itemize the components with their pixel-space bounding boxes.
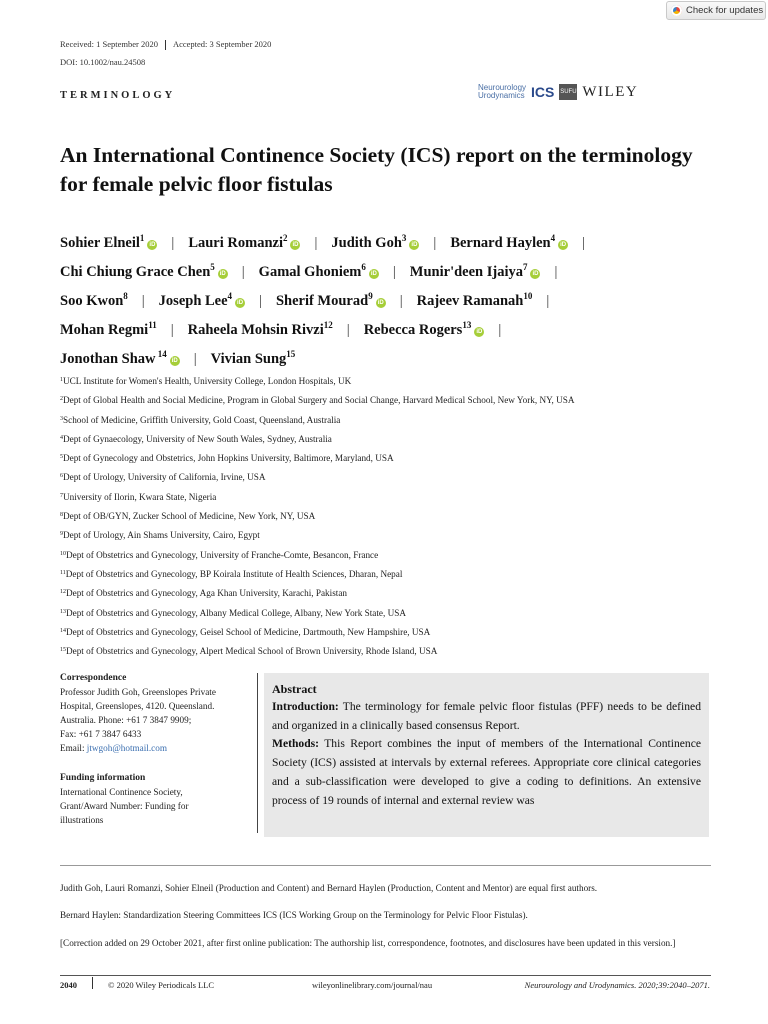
author-name: Jonothan Shaw — [60, 351, 156, 367]
affiliation: $^{15}$Dept of Obstetrics and Gynecology, Alpert Medical School of Brown University, Rhode Island, USA — [60, 646, 438, 657]
author-separator: | — [171, 235, 175, 251]
funding-line: illustrations — [60, 815, 104, 825]
orcid-icon[interactable]: iD — [219, 271, 226, 277]
correspondence-line: Professor Judith Goh, Greenslopes Private — [60, 687, 216, 697]
accepted-date: Accepted: 3 September 2020 — [172, 39, 272, 49]
author-affiliation-number: 8 — [123, 291, 128, 301]
author-name: Vivian Sung — [210, 351, 287, 367]
orcid-icon[interactable]: iD — [560, 242, 567, 248]
email-link[interactable]: jtwgoh@hotmail.com — [86, 743, 167, 753]
footer-rule — [60, 975, 711, 976]
page-number: 2040 — [60, 980, 77, 990]
author — [450, 235, 568, 251]
author-name: Rebecca Rogers — [363, 322, 463, 338]
author-separator: | — [433, 235, 437, 251]
correspondence-address — [60, 685, 255, 741]
author — [159, 293, 245, 309]
author — [60, 351, 180, 367]
author-name: Gamal Ghoniem — [258, 264, 362, 280]
meta-divider — [165, 40, 166, 50]
author-name: Soo Kwon — [60, 293, 124, 309]
author-name: Mohan Regmi — [60, 322, 149, 338]
author-affiliation-number: 4 — [550, 233, 556, 243]
orcid-icon[interactable]: iD — [377, 300, 384, 306]
footnote-rule — [60, 865, 711, 866]
sidebar-info — [60, 671, 255, 827]
crossmark-icon — [671, 5, 682, 16]
received-accepted-line — [60, 39, 271, 50]
author-name: Bernard Haylen — [450, 235, 551, 251]
author-affiliation-number: 6 — [361, 262, 366, 272]
journal-url[interactable]: wileyonlinelibrary.com/journal/nau — [312, 980, 433, 990]
affiliation: $^{12}$Dept of Obstetrics and Gynecology, Aga Khan University, Karachi, Pakistan — [60, 588, 347, 599]
footnote-equal-authors: Judith Goh, Lauri Romanzi, Sohier Elneil (Production and Content) and Bernard Haylen (Production, Content and Mentor) are equal first authors. — [60, 883, 598, 893]
copyright: © 2020 Wiley Periodicals LLC — [108, 980, 215, 990]
author-affiliation-number: 1 — [139, 233, 145, 243]
author-name: Munir'deen Ijaiya — [409, 264, 523, 280]
affiliation: $^5$Dept of Gynecology and Obstetrics, John Hopkins University, Baltimore, Maryland, USA — [60, 453, 394, 464]
footnote-steering-committee: Bernard Haylen: Standardization Steering Committees ICS (ICS Working Group on the Terminology for Pelvic Floor Fistulas). — [60, 910, 528, 920]
author-separator: | — [554, 264, 558, 280]
affiliation: $^7$University of Ilorin, Kwara State, Nigeria — [60, 491, 217, 502]
author-name: Sohier Elneil — [60, 235, 140, 251]
author-row — [60, 342, 730, 371]
author-affiliation-number: 14 — [155, 349, 167, 359]
author-affiliation-number: 10 — [523, 291, 533, 301]
funding-details — [60, 785, 255, 827]
orcid-icon[interactable]: iD — [149, 242, 156, 248]
funding-heading: Funding information — [60, 773, 146, 783]
author — [331, 235, 419, 251]
author — [60, 235, 157, 251]
affiliation: $^{13}$Dept of Obstetrics and Gynecology, Albany Medical College, Albany, New York State, USA — [60, 607, 406, 618]
orcid-icon[interactable]: iD — [476, 329, 483, 335]
author-separator: | — [498, 322, 502, 338]
author — [364, 322, 485, 338]
author-separator: | — [582, 235, 586, 251]
author-affiliation-number: 5 — [210, 262, 215, 272]
affiliation: $^9$Dept of Urology, Ain Shams University, Cairo, Egypt — [60, 530, 260, 541]
abstract-introduction: Introduction: The terminology for female pelvic floor fistulas (PFF) needs to be defined and organized in a clinically based consensus Report. — [272, 700, 701, 732]
author-affiliation-number: 15 — [286, 349, 296, 359]
affiliation: $^{11}$Dept of Obstetrics and Gynecology, BP Koirala Institute of Health Sciences, Dharan, Nepal — [60, 568, 403, 579]
correspondence-line: Fax: +61 7 3847 6433 — [60, 729, 142, 739]
sufu-logo: SUFU — [559, 84, 577, 100]
affiliation-list — [60, 371, 740, 660]
funding-line: Grant/Award Number: Funding for — [60, 801, 189, 811]
orcid-icon[interactable]: iD — [171, 358, 178, 364]
author-name: Judith Goh — [331, 235, 402, 251]
author-separator: | — [399, 293, 403, 309]
column-divider — [257, 673, 258, 833]
orcid-icon[interactable]: iD — [411, 242, 418, 248]
check-for-updates-label: Check for updates — [686, 5, 764, 16]
author — [211, 351, 296, 367]
author-row — [60, 226, 730, 255]
doi[interactable]: DOI: 10.1002/nau.24508 — [60, 57, 146, 67]
author — [417, 293, 533, 309]
orcid-icon[interactable]: iD — [370, 271, 377, 277]
funding-line: International Continence Society, — [60, 787, 183, 797]
author-separator: | — [193, 351, 197, 367]
author-name: Rajeev Ramanah — [416, 293, 524, 309]
author-name: Raheela Mohsin Rivzi — [187, 322, 324, 338]
author-separator: | — [259, 293, 262, 309]
journal-citation: Neurourology and Urodynamics. 2020;39:2040–2071. — [524, 980, 710, 990]
affiliation: $^{10}$Dept of Obstetrics and Gynecology, University of Franche-Comte, Besancon, France — [60, 549, 379, 560]
nau-logo: Neurourology Urodynamics — [478, 83, 527, 100]
orcid-icon[interactable]: iD — [532, 271, 539, 277]
affiliation: $^2$Dept of Global Health and Social Medicine, Program in Global Surgery and Social Change, Harvard Medical School, New York, NY, USA — [60, 395, 575, 406]
author — [259, 264, 379, 280]
author — [276, 293, 386, 309]
author-affiliation-number: 3 — [401, 233, 407, 243]
author — [188, 322, 333, 338]
publisher-logos — [478, 82, 712, 102]
footer-divider — [92, 977, 93, 989]
author-separator: | — [546, 293, 550, 309]
author-row — [60, 313, 730, 342]
author-list — [60, 226, 730, 371]
author-name: Joseph Lee — [158, 293, 228, 309]
author-separator: | — [392, 264, 396, 280]
correspondence-email-line: Email: jtwgoh@hotmail.com — [60, 743, 167, 753]
author-affiliation-number: 13 — [462, 320, 472, 330]
correspondence-line: Hospital, Greenslopes, 4120. Queensland. — [60, 701, 215, 711]
author — [60, 293, 128, 309]
author — [60, 322, 157, 338]
wiley-logo: WILEY — [582, 83, 639, 100]
affiliation: $^6$Dept of Urology, University of California, Irvine, USA — [60, 472, 266, 483]
author-affiliation-number: 2 — [282, 233, 288, 243]
orcid-icon[interactable]: iD — [237, 300, 244, 306]
affiliation: $^3$School of Medicine, Griffith University, Gold Coast, Queensland, Australia — [60, 414, 341, 425]
author-row — [60, 284, 730, 313]
author-affiliation-number: 4 — [227, 291, 233, 301]
abstract-methods: Methods: This Report combines the input of members of the International Continence Society (ICS) assisted at intervals by external referees. Appropriate core clinical categories and a sub-classification were developed to give a coding to definitions. An extensive process of 19 rounds of internal and external review was — [272, 737, 701, 807]
author — [410, 264, 541, 280]
article-title: An International Continence Society (ICS) report on the terminology for female pelvic floor fistulas — [60, 143, 693, 196]
affiliation: $^8$Dept of OB/GYN, Zucker School of Medicine, New York, NY, USA — [60, 511, 316, 522]
author-name: Lauri Romanzi — [188, 235, 283, 251]
author-separator: | — [170, 322, 174, 338]
correspondence-line: Australia. Phone: +61 7 3847 9909; — [60, 715, 192, 725]
author — [188, 235, 300, 251]
author-affiliation-number: 11 — [148, 320, 157, 330]
affiliation: $^1$UCL Institute for Women's Health, University College, London Hospitals, UK — [60, 376, 352, 386]
footnote-correction: [Correction added on 29 October 2021, after first online publication: The authorship list, correspondence, footnotes, and disclosures have been updated in this version.] — [60, 938, 676, 948]
abstract-heading: Abstract — [272, 682, 317, 696]
author-affiliation-number: 9 — [368, 291, 373, 301]
section-label: TERMINOLOGY — [60, 90, 176, 101]
author-row — [60, 255, 730, 284]
affiliation: $^4$Dept of Gynaecology, University of New South Wales, Sydney, Australia — [60, 433, 332, 444]
author-separator: | — [241, 264, 245, 280]
author-separator: | — [141, 293, 145, 309]
author-separator: | — [314, 235, 318, 251]
author-name: Sherif Mourad — [275, 293, 369, 309]
author-affiliation-number: 7 — [522, 262, 528, 272]
author-name: Chi Chiung Grace Chen — [60, 264, 211, 280]
author — [60, 264, 228, 280]
abstract-box — [264, 673, 709, 837]
check-for-updates-button[interactable] — [666, 1, 766, 20]
author-separator: | — [346, 322, 350, 338]
ics-logo: ICS — [531, 84, 555, 100]
correspondence-heading: Correspondence — [60, 673, 127, 683]
affiliation: $^{14}$Dept of Obstetrics and Gynecology, Geisel School of Medicine, Dartmouth, New Hampshire, USA — [60, 626, 431, 637]
author-affiliation-number: 12 — [323, 320, 333, 330]
orcid-icon[interactable]: iD — [292, 242, 299, 248]
received-date: Received: 1 September 2020 — [60, 39, 158, 49]
